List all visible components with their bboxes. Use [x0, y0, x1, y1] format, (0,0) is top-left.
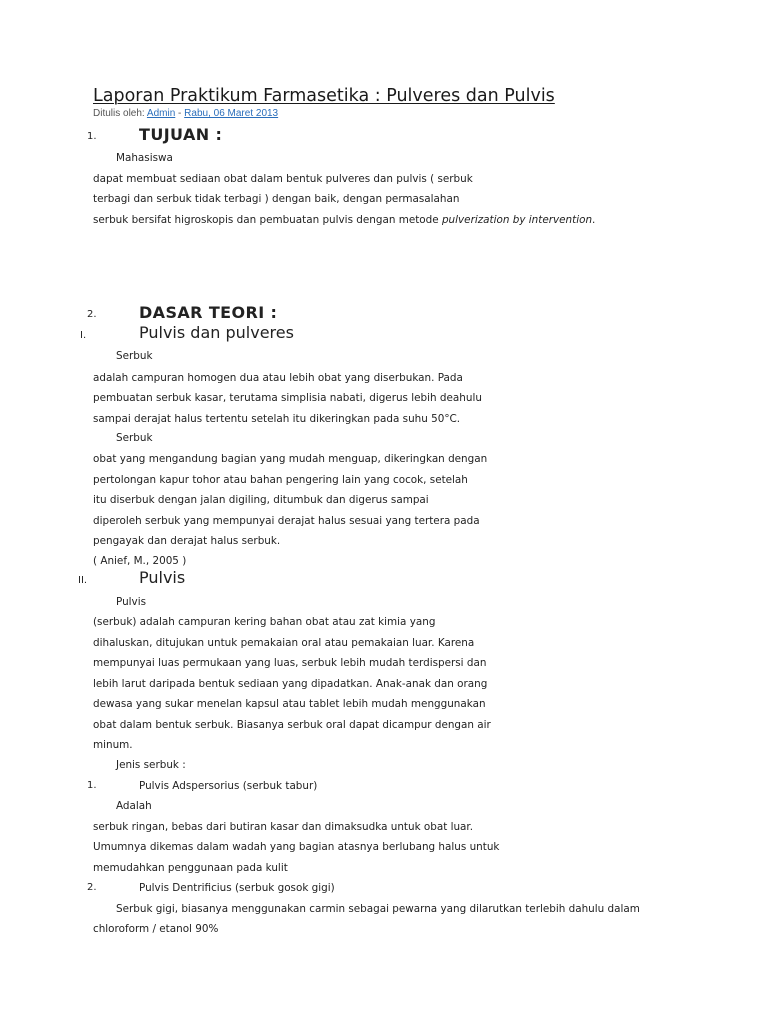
list-item-label: Pulvis Dentrificius (serbuk gosok gigi)	[139, 882, 335, 894]
paragraph-line: pertolongan kapur tohor atau bahan pengering lain yang cocok, setelah	[93, 474, 468, 486]
paragraph-line: lebih larut daripada bentuk sediaan yang dipadatkan. Anak-anak dan orang	[93, 678, 488, 690]
paragraph-line	[93, 214, 595, 226]
paragraph-line: Serbuk	[116, 432, 153, 444]
paragraph-line: memudahkan penggunaan pada kulit	[93, 862, 288, 874]
paragraph-line: Serbuk	[116, 350, 153, 362]
byline	[93, 108, 278, 119]
citation: ( Anief, M., 2005 )	[93, 555, 187, 567]
paragraph-line: obat dalam bentuk serbuk. Biasanya serbuk oral dapat dicampur dengan air	[93, 719, 491, 731]
text-run: serbuk bersifat higroskopis dan pembuatan pulvis dengan metode	[93, 214, 442, 226]
paragraph-line: diperoleh serbuk yang mempunyai derajat halus sesuai yang tertera pada	[93, 515, 480, 527]
section-heading-dasar-teori: DASAR TEORI :	[139, 303, 278, 322]
date-link[interactable]: Rabu, 06 Maret 2013	[184, 108, 279, 119]
section-heading-tujuan: TUJUAN :	[139, 125, 223, 144]
paragraph-line: adalah campuran homogen dua atau lebih obat yang diserbukan. Pada	[93, 372, 463, 384]
section-number: 1.	[87, 131, 97, 142]
byline-prefix: Ditulis oleh:	[93, 108, 147, 119]
paragraph-line: itu diserbuk dengan jalan digiling, ditumbuk dan digerus sampai	[93, 494, 429, 506]
subsection-heading-pulvis-dan-pulveres: Pulvis dan pulveres	[139, 323, 294, 342]
paragraph-line: Umumnya dikemas dalam wadah yang bagian atasnya berlubang halus untuk	[93, 841, 500, 853]
paragraph-line: mempunyai luas permukaan yang luas, serbuk lebih mudah terdispersi dan	[93, 657, 487, 669]
paragraph-line: Serbuk gigi, biasanya menggunakan carmin sebagai pewarna yang dilarutkan terlebih dahulu dalam	[116, 903, 640, 915]
italic-term: pulverization by intervention	[441, 214, 593, 226]
paragraph-line: dewasa yang sukar menelan kapsul atau tablet lebih mudah menggunakan	[93, 698, 486, 710]
document-title: Laporan Praktikum Farmasetika : Pulveres dan Pulvis	[93, 86, 555, 106]
paragraph-line: dihaluskan, ditujukan untuk pemakaian oral atau pemakaian luar. Karena	[93, 637, 475, 649]
list-number: 1.	[87, 780, 97, 791]
paragraph-line: obat yang mengandung bagian yang mudah menguap, dikeringkan dengan	[93, 453, 488, 465]
paragraph-line: terbagi dan serbuk tidak terbagi ) dengan baik, dengan permasalahan	[93, 193, 460, 205]
paragraph-line: pembuatan serbuk kasar, terutama simplisia nabati, digerus lebih deahulu	[93, 392, 482, 404]
paragraph-line: chloroform / etanol 90%	[93, 923, 219, 935]
paragraph-line: sampai derajat halus tertentu setelah itu dikeringkan pada suhu 50°C.	[93, 413, 461, 425]
subsection-heading-pulvis: Pulvis	[139, 568, 186, 587]
paragraph-line: Pulvis	[116, 596, 147, 608]
list-item-label: Pulvis Adspersorius (serbuk tabur)	[139, 780, 318, 792]
section-number: 2.	[87, 309, 97, 320]
paragraph-line: (serbuk) adalah campuran kering bahan obat atau zat kimia yang	[93, 616, 436, 628]
list-number: 2.	[87, 882, 97, 893]
byline-separator: -	[175, 108, 185, 119]
paragraph-line: Adalah	[116, 800, 152, 812]
paragraph-line: Mahasiswa	[116, 152, 173, 164]
subsection-number: I.	[80, 330, 87, 341]
paragraph-line: minum.	[93, 739, 133, 751]
paragraph-line: dapat membuat sediaan obat dalam bentuk pulveres dan pulvis ( serbuk	[93, 173, 473, 185]
paragraph-line: pengayak dan derajat halus serbuk.	[93, 535, 281, 547]
subsection-number: II.	[78, 575, 88, 586]
paragraph-line: Jenis serbuk :	[116, 759, 186, 771]
paragraph-line: serbuk ringan, bebas dari butiran kasar dan dimaksudka untuk obat luar.	[93, 821, 474, 833]
author-link[interactable]: Admin	[146, 108, 176, 119]
text-run: .	[592, 214, 596, 226]
